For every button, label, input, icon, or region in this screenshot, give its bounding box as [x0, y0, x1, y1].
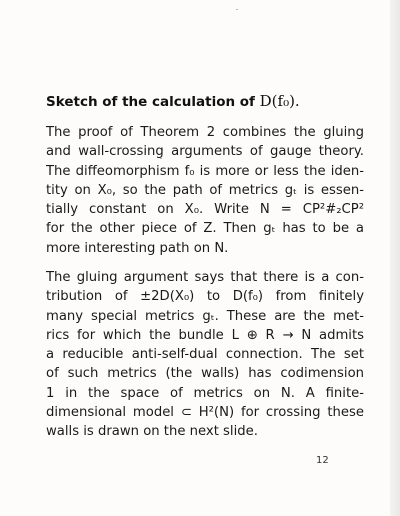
paragraph-line: The gluing argument says that there is a con-: [46, 270, 364, 285]
paragraph-line: 1 in the space of metrics on N. A finite-: [46, 385, 364, 401]
paragraph-line: The diffeomorphism f₀ is more or less the iden-: [46, 163, 364, 179]
heading-math: D(f₀).: [259, 92, 300, 110]
paragraph-line: The proof of Theorem 2 combines the gluing: [46, 125, 364, 140]
paragraph-line: tially constant on X₀. Write N = CP²#₂CP²: [46, 202, 364, 218]
page-edge-shadow: [390, 0, 400, 516]
paragraph-line: a reducible anti-self-dual connection. The set: [46, 347, 364, 363]
page-number: 12: [316, 455, 329, 466]
paragraph-line: of such metrics (the walls) has codimension: [46, 366, 364, 382]
paragraph-proof-outline: [46, 123, 364, 258]
paragraph-line: rics for which the bundle L ⊕ R → N admits: [46, 327, 364, 343]
heading-text: Sketch of the calculation of: [46, 94, 255, 110]
paragraph-gluing-argument: [46, 268, 364, 442]
slide-heading: [46, 92, 366, 110]
paragraph-line: walls is drawn on the next slide.: [46, 424, 258, 440]
paragraph-line: tribution of ±2D(X₀) to D(f₀) from finitely: [46, 289, 364, 305]
paragraph-line: tity on X₀, so the path of metrics gₜ is essen-: [46, 182, 364, 198]
paragraph-line: and wall-crossing arguments of gauge theory.: [46, 144, 364, 160]
paragraph-line: many special metrics gₜ. These are the met-: [46, 308, 364, 324]
paragraph-line: dimensional model ⊂ H²(N) for crossing these: [46, 405, 364, 421]
paper-speck: [236, 9, 238, 10]
paragraph-line: more interesting path on N.: [46, 240, 229, 256]
paragraph-line: for the other piece of Z. Then gₜ has to be a: [46, 221, 364, 237]
